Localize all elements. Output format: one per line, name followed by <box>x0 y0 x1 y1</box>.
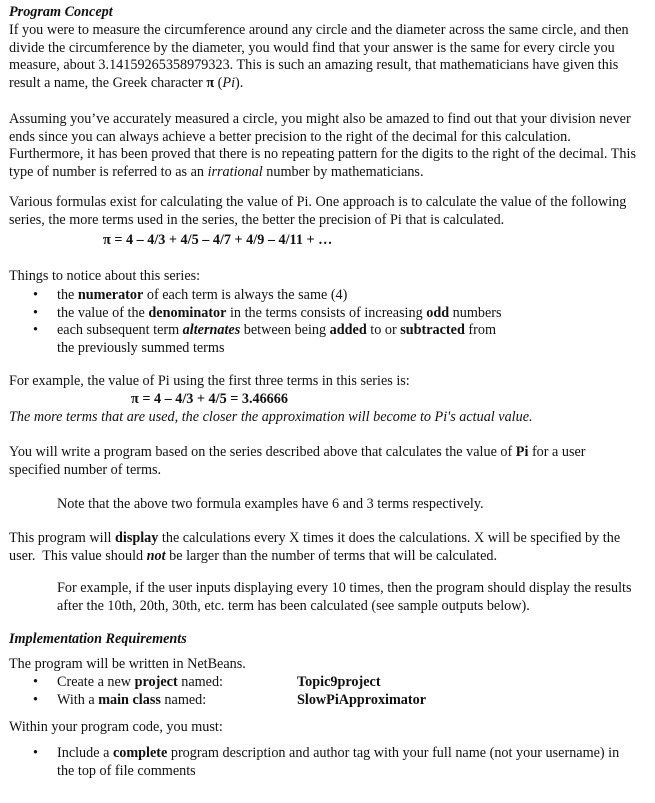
list-item <box>0 305 637 323</box>
text: numbers <box>449 304 502 321</box>
bold-text: subtracted <box>400 322 465 338</box>
text: number by mathematicians. <box>262 163 424 180</box>
text: You will write a program based on the series described above that calculates the value of <box>9 444 516 460</box>
bullet: • <box>33 304 38 321</box>
text: the <box>57 287 78 303</box>
main-class-value: SlowPiApproximator <box>297 691 427 708</box>
text: for a user specified number of terms. <box>9 444 590 478</box>
program-concept-heading <box>9 4 113 22</box>
three-term-formula <box>131 391 288 409</box>
formula-expression: = 4 – 4/3 + 4/5 = 3.46666 <box>138 391 288 407</box>
text: Include a <box>57 745 113 761</box>
text: the value of the <box>57 304 149 321</box>
example-intro <box>9 373 639 391</box>
concept-paragraph-3 <box>9 194 639 229</box>
text: If you were to measure the circumference around any circle and the diameter across the same circle, and then divide the circumference by the diameter, you would find that your answer is the same for every circle you measure, about 3.14159265358979323. This is such an amazing result, that mathematicians have given this result a name, the Greek character <box>9 22 633 91</box>
text: program description and author tag with your full name (not your username) in the top of file comments <box>57 745 623 779</box>
text: to or <box>366 322 401 338</box>
text: Note that the above two formula examples have 6 and 3 terms respectively. <box>57 496 484 512</box>
bold-text: complete <box>112 745 168 761</box>
pi-word: Pi <box>222 74 236 91</box>
series-notes-list <box>0 287 637 357</box>
text: The program will be written in NetBeans. <box>9 656 246 672</box>
implementation-heading <box>9 631 187 649</box>
list-item <box>0 322 507 357</box>
text: named: <box>160 691 207 708</box>
text: from the previously summed terms <box>57 322 500 356</box>
series-formula <box>103 232 332 250</box>
text: the calculations every X times it does the calculations. X will be specified by the user. This value should <box>9 530 624 564</box>
code-requirements-list <box>0 745 637 780</box>
text: Create a new <box>57 674 135 690</box>
text: For example, if the user inputs displaying every 10 times, then the program should display the results after the 10th, 20th, 30th, etc. term has been calculated (see sample outputs below). <box>57 580 636 614</box>
concept-paragraph-2 <box>9 111 639 181</box>
bold-text: project <box>134 674 178 690</box>
pi-symbol: π <box>131 391 139 407</box>
pi-symbol: π <box>206 74 215 91</box>
text: This program will <box>9 530 115 546</box>
list-item <box>0 287 637 305</box>
bullet: • <box>33 745 38 761</box>
bullet: • <box>33 287 38 303</box>
display-paragraph <box>9 530 639 565</box>
formula-expression: = 4 – 4/3 + 4/5 – 4/7 + 4/9 – 4/11 + … <box>110 232 333 248</box>
bold-text: Pi <box>515 444 529 460</box>
project-setup-list <box>0 674 637 709</box>
text: For example, the value of Pi using the first three terms in this series is: <box>9 373 410 389</box>
text: Assuming you’ve accurately measured a circle, you might also be amazed to find out that your division never ends since you can always achieve a better precision to the right of the decimal for this calculation. Furthermore, it has been proved that there is no repeating pattern for the digits to the right of the decimal. This type of number is referred to as an <box>9 111 640 180</box>
list-item <box>0 745 637 780</box>
heading-text: Implementation Requirements <box>9 631 187 647</box>
bold-italic-text: not <box>146 547 166 564</box>
text: Things to notice about this series: <box>9 268 201 284</box>
bold-italic-text: alternates <box>182 322 241 338</box>
text: The more terms that are used, the closer the approximation will become to Pi's actual value. <box>9 409 533 425</box>
bold-text: main class <box>98 691 161 708</box>
list-item-main-class <box>0 692 637 710</box>
irrational-term: irrational <box>207 163 263 180</box>
bold-text: added <box>329 322 367 338</box>
display-example <box>57 580 637 615</box>
bold-text: numerator <box>77 287 144 303</box>
bold-text: odd <box>426 304 450 321</box>
text: Various formulas exist for calculating the value of Pi. One approach is to calculate the value of the following series, the more terms used in the series, the better the precision of Pi that is calculated. <box>9 194 630 228</box>
text: be larger than the number of terms that will be calculated. <box>165 547 498 564</box>
text: between being <box>240 322 330 338</box>
text: of each term is always the same (4) <box>143 287 348 303</box>
within-code-intro <box>9 719 639 737</box>
list-item-project <box>0 674 637 692</box>
bullet: • <box>33 674 38 690</box>
notice-intro <box>9 268 639 286</box>
terms-note <box>57 496 637 514</box>
program-paragraph <box>9 444 639 479</box>
bullet: • <box>33 322 38 338</box>
bold-text: display <box>115 530 159 546</box>
concept-paragraph-1 <box>9 22 639 92</box>
text: in the terms consists of increasing <box>226 304 427 321</box>
heading-text: Program Concept <box>9 4 113 20</box>
text: Within your program code, you must: <box>9 719 223 735</box>
bullet: • <box>33 691 38 708</box>
approximation-note <box>9 409 533 427</box>
bold-text: denominator <box>148 304 227 321</box>
text: each subsequent term <box>57 322 183 338</box>
netbeans-intro <box>9 656 639 674</box>
project-name-value: Topic9project <box>297 674 381 690</box>
text: With a <box>57 691 99 708</box>
text: ). <box>235 74 244 91</box>
text: ( <box>214 74 223 91</box>
pi-symbol: π <box>103 232 111 248</box>
text: named: <box>177 674 223 690</box>
